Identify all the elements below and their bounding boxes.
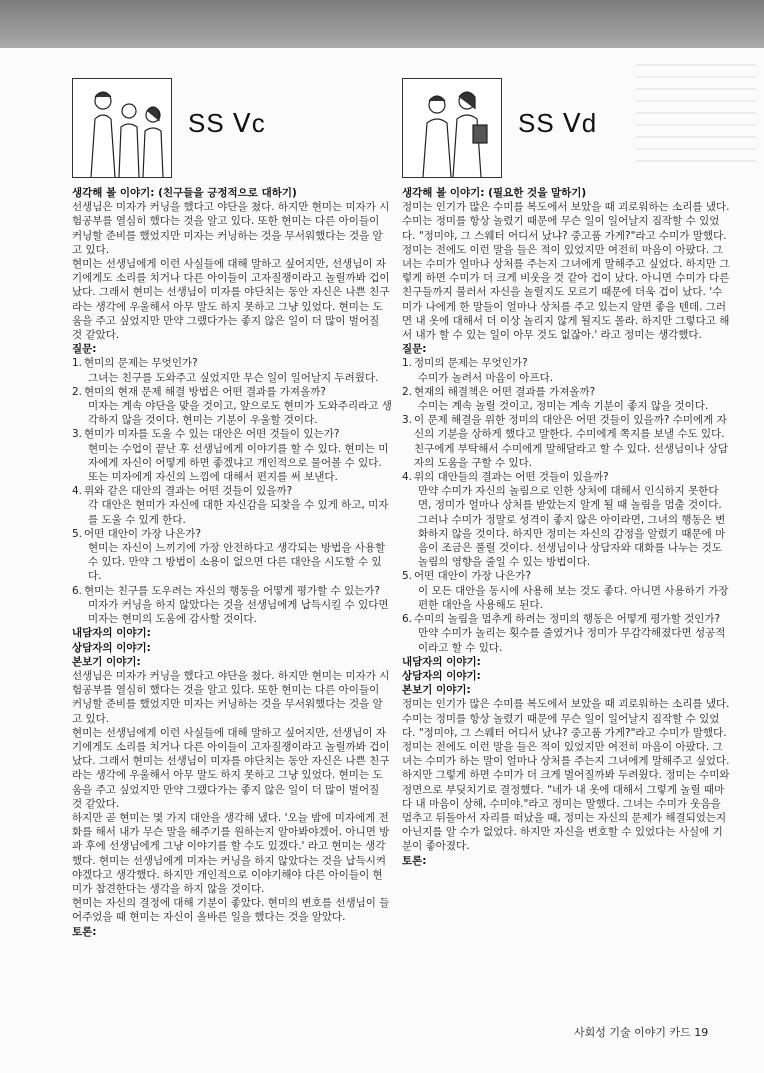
question-text: 현미는 친구를 도우려는 자신의 행동을 어떻게 평가할 수 있는가?	[84, 584, 380, 597]
card-title: SS Ⅴd	[518, 108, 598, 138]
question-text: 정미의 문제는 무엇인가?	[414, 357, 528, 370]
question-number: 4.	[402, 471, 413, 484]
question-number: 3.	[72, 428, 83, 441]
question-text: 수미의 놀림을 멈추게 하려는 정미의 행동은 어떻게 평가할 것인가?	[414, 613, 721, 626]
question-text: 위와 같은 대안의 결과는 어떤 것들이 있을까?	[84, 485, 293, 498]
three-people-icon	[73, 79, 171, 177]
question-item	[402, 612, 732, 655]
story-heading: 생각해 볼 이야기: (친구들을 긍정적으로 대하기)	[72, 187, 297, 199]
card-header	[402, 78, 732, 184]
question-text: 이 문제 해결을 위한 정미의 대안은 어떤 것들이 있을까? 수미에게 자신의 기분을 상하게 했다고 말한다. 수미에게 쪽지를 보낼 수도 있다. 친구에게 부탁해서 수미에게 말해달라고 할 수 있다. 선생님이나 상담자의 도움을 구할 수 있다.	[414, 414, 729, 469]
question-number: 5.	[402, 570, 413, 583]
example-story-label: 본보기 이야기:	[72, 655, 141, 668]
question-number: 3.	[402, 414, 413, 427]
example-paragraph: 정미는 인기가 많은 수미를 복도에서 보았을 때 괴로워하는 소리를 냈다. 수미는 정미를 항상 놀렸기 때문에 무슨 일이 일어날지 짐작할 수 있었다. "정미야, 그 스웨터 어디서 났냐? 중고품 가게?"라고 수미가 말했다.	[402, 698, 730, 739]
question-item	[402, 470, 732, 569]
questions-label: 질문:	[402, 343, 427, 356]
two-people-icon	[403, 79, 501, 177]
two-people-illustration	[402, 78, 502, 178]
question-text: 현미의 현재 문제 해결 방법은 어떤 결과를 가져올까?	[84, 385, 326, 398]
story-heading: 생각해 볼 이야기: (필요한 것을 말하기)	[402, 187, 587, 199]
example-paragraph: 현미는 자신의 결정에 대해 기분이 좋았다. 현미의 변호를 선생님이 들어주었을 때 현미는 자신이 올바른 일을 했다는 것을 알았다.	[72, 897, 390, 924]
example-paragraph: 현미는 선생님에게 이런 사실들에 대해 말하고 싶어지만, 선생님이 자기에게도 소리를 치거나 다른 아이들이 고자질쟁이라고 놀릴까봐 겁이 났다. 그래서 현미는 선생님이 미자를 야단치는 동안 자신은 나쁜 친구라는 생각에 우울해서 아무 말도 하지 못하고 그냥 있었다. 현미는 도움을 주고 싶었지만 만약 그랬다가는 좋지 않은 일이 더 많이 벌어질 것 같았다.	[72, 726, 390, 810]
answer-text: 이 모든 대안을 동시에 사용해 보는 것도 좋다. 아니면 사용하기 가장 편한 대안을 사용해도 된다.	[418, 584, 729, 611]
scan-top-band	[0, 0, 764, 48]
example-paragraph: 정미는 전에도 이런 말을 들은 적이 있었지만 여전히 마음이 아팠다. 그녀는 수미가 하는 말이 얼마나 상처를 주는지 그녀에게 말해주고 싶었다. 하지만 그렇게 하면 수미가 더 크게 벌어질까봐 두려웠다. 정미는 수미와 정면으로 부딪치기로 결정했다. "네가 내 옷에 대해서 그렇게 놀릴 때마다 내 마음이 상해, 수미야."라고 정미는 말했다. 그녀는 수미가 웃음을 멈추고 뒤돌아서 자리를 떠났을 때, 정미는 자신의 문제가 해결되었는지 아닌지를 알 수가 없었다. 하지만 자신을 변호할 수 있었다는 사실에 기분이 좋아졌다.	[402, 740, 730, 853]
client-story-label: 내담자의 이야기:	[72, 627, 151, 640]
example-paragraph: 하지만 곧 현미는 몇 가지 대안을 생각해 냈다. '오늘 밤에 미자에게 전화를 해서 내가 무슨 말을 해주기를 원하는지 알아봐야겠어. 아니면 방과 후에 선생님에게 그냥 이야기를 할 수도 있겠다.' 라고 현미는 생각했다. 현미는 선생님에게 미자는 커닝을 하지 않았다는 것을 납득시켜야겠다고 생각했다. 하지만 개인적으로 이야기해야 다른 아이들이 현미가 참견한다는 생각을 하지 않을 것이다.	[72, 811, 390, 895]
story-section	[402, 186, 732, 342]
question-text: 어떤 대안이 가장 나은가?	[414, 570, 532, 583]
question-number: 6.	[402, 613, 413, 626]
counselor-story-label: 상담자의 이야기:	[402, 669, 481, 682]
example-story-label: 본보기 이야기:	[402, 684, 471, 697]
discussion-label: 토론:	[402, 854, 427, 867]
answer-text: 현미는 자신이 느끼기에 가장 안전하다고 생각되는 방법을 사용할 수 있다. 만약 그 방법이 소용이 없으면 다른 대안을 시도할 수 있다.	[88, 542, 386, 583]
question-number: 5.	[72, 527, 83, 540]
answer-text: 만약 수미가 자신의 놀림으로 인한 상처에 대해서 인식하지 못한다면, 정미가 얼마나 상처를 받았는지 알게 될 때 놀림을 멈출 것이다. 그러나 수미가 정말로 성격이 좋지 않은 아이라면, 그녀의 행동은 변화하지 않을 것이다. 하지만 정미는 자신의 감정을 알렸기 때문에 마음이 조금은 풀릴 것이다. 선생님이나 상담자와 대화를 나누는 것도 놀림의 영향을 줄일 수 있는 방법이다.	[418, 485, 726, 569]
three-people-illustration	[72, 78, 172, 178]
story-paragraph: 정미는 인기가 많은 수미를 복도에서 보았을 때 괴로워하는 소리를 냈다. 수미는 정미를 항상 놀렸기 때문에 무슨 일이 일어날지 짐작할 수 있었다. "정미야, 그 스웨터 어디서 났냐? 중고품 가게?"라고 수미가 말했다.	[402, 201, 730, 242]
answer-text: 현미는 수업이 끝난 후 선생님에게 이야기를 할 수 있다. 현미는 미자에게 자신이 어떻게 하면 좋겠냐고 개인적으로 물어볼 수 있다. 또는 미자에게 자신의 느낌에 대해서 편지를 써 보낸다.	[88, 442, 389, 484]
question-number: 6.	[72, 584, 83, 597]
page-footer: 사회성 기술 이야기 카드 19	[574, 1026, 709, 1039]
question-number: 4.	[72, 485, 83, 498]
answer-text: 수미가 놀려서 마음이 아프다.	[418, 371, 554, 384]
question-item	[72, 484, 392, 527]
story-paragraph: 정미는 전에도 이런 말을 들은 적이 있었지만 여전히 마음이 아팠다. 그녀는 수미가 얼마나 상처를 주는지 그녀에게 말해주고 싶었다. 하지만 그렇게 하면 수미가 더 크게 비웃을 것 같아 겁이 났다. 아니면 수미가 다른 친구들까지 불러서 자신을 놀릴지도 모르기 때문에 더욱 겁이 났다. '수미가 나에게 한 말들이 얼마나 상처를 주고 있는지 알면 좋을 텐데. 그러면 내 옷에 대해서 더 이상 놀리지 않게 될지도 몰라. 하지만 그렇다고 해서 내가 할 수 있는 일이 아무 것도 없잖아.' 라고 정미는 생각했다.	[402, 243, 730, 342]
story-paragraph: 선생님은 미자가 커닝을 했다고 야단을 쳤다. 하지만 현미는 미자가 시험공부를 열심히 했다는 것을 알고 있다. 또한 현미는 다른 아이들이 커닝할 준비를 했었지만 미자는 커닝하는 것을 무서워했다는 것을 알고 있다.	[72, 201, 390, 256]
question-item	[72, 527, 392, 584]
discussion-label: 토론:	[72, 925, 97, 938]
questions-list	[72, 356, 392, 626]
answer-text: 미자가 커닝을 하지 않았다는 것을 선생님에게 납득시킬 수 있다면 미자는 현미의 도움에 감사할 것이다.	[88, 598, 389, 626]
question-text: 어떤 대안이 가장 나은가?	[84, 527, 202, 540]
question-item	[402, 569, 732, 612]
questions-list	[402, 356, 732, 654]
question-item	[402, 385, 732, 413]
question-item	[402, 356, 732, 384]
answer-text: 그녀는 친구를 도와주고 싶었지만 무슨 일이 일어날지 두려웠다.	[88, 371, 379, 384]
card-ss-vc	[72, 78, 392, 939]
question-item	[72, 356, 392, 384]
card-ss-vd	[402, 78, 732, 868]
question-number: 1.	[402, 357, 413, 370]
question-item	[72, 427, 392, 484]
question-text: 현미의 문제는 무엇인가?	[84, 357, 198, 370]
question-number: 1.	[72, 357, 83, 370]
story-section	[72, 186, 392, 342]
client-story-label: 내담자의 이야기:	[402, 655, 481, 668]
card-title: SS Ⅴc	[188, 108, 266, 138]
question-text: 현재의 해결책은 어떤 결과를 가져올까?	[414, 385, 596, 398]
question-number: 2.	[72, 385, 83, 398]
question-text: 위의 대안들의 결과는 어떤 것들이 있을까?	[414, 471, 609, 484]
card-header	[72, 78, 392, 184]
answer-text: 미자는 계속 야단을 맞을 것이고, 앞으로도 현미가 도와주리라고 생각하지 않을 것이다. 현미는 기분이 우울할 것이다.	[88, 400, 392, 427]
answer-text: 수미는 계속 놀릴 것이고, 정미는 계속 기분이 좋지 않을 것이다.	[418, 400, 709, 413]
question-text: 현미가 미자를 도울 수 있는 대안은 어떤 것들이 있는가?	[84, 428, 340, 441]
question-item	[72, 385, 392, 428]
answer-text: 만약 수미가 놀리는 횟수를 줄였거나 정미가 무감각해졌다면 성공적이라고 할 수 있다.	[418, 627, 726, 654]
question-number: 2.	[402, 385, 413, 398]
question-item	[402, 413, 732, 470]
counselor-story-label: 상담자의 이야기:	[72, 641, 151, 654]
question-item	[72, 584, 392, 627]
answer-text: 각 대안은 현미가 자신에 대한 자신감을 되찾을 수 있게 하고, 미자를 도울 수 있게 한다.	[88, 499, 389, 526]
story-paragraph: 현미는 선생님에게 이런 사실들에 대해 말하고 싶어지만, 선생님이 자기에게도 소리를 치거나 다른 아이들이 고자질쟁이라고 놀릴까봐 겁이 났다. 그래서 현미는 선생님이 미자를 야단치는 동안 자신은 나쁜 친구라는 생각에 우울해서 아무 말도 하지 못하고 그냥 있었다. 현미는 도움을 주고 싶었지만 만약 그랬다가는 좋지 않은 일이 더 많이 벌어질 것 같았다.	[72, 258, 390, 342]
example-paragraph: 선생님은 미자가 커닝을 했다고 야단을 쳤다. 하지만 현미는 미자가 시험공부를 열심히 했다는 것을 알고 있다. 또한 현미는 다른 아이들이 커닝할 준비를 했었지만 미자는 커닝하는 것을 무서워했다는 것을 알고 있다.	[72, 669, 390, 725]
questions-label: 질문:	[72, 343, 97, 356]
